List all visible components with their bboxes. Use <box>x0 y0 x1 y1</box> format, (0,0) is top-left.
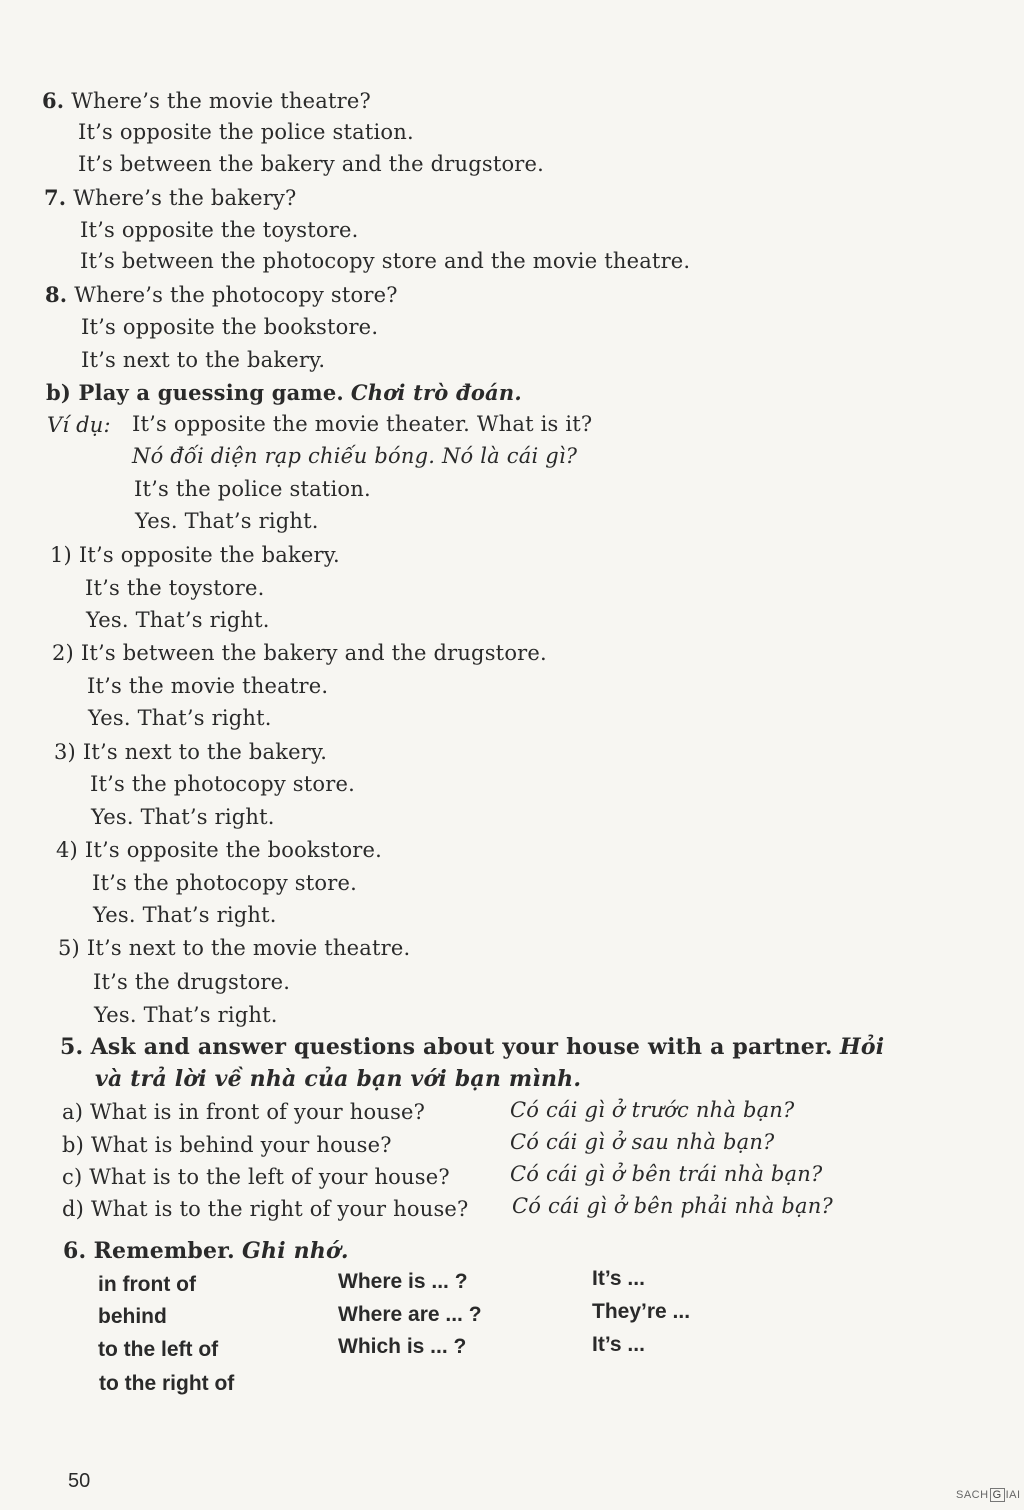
watermark-logo <box>956 1488 1021 1502</box>
guess-item-4 <box>56 837 382 863</box>
guess-item-4-confirm: Yes. That’s right. <box>93 903 277 927</box>
ex5-row-a-vi: Có cái gì ở trước nhà bạn? <box>510 1098 795 1122</box>
exercise-5-heading-vi-2: và trả lời về nhà của bạn với bạn mình. <box>95 1066 582 1092</box>
q6-number: 6. <box>42 88 65 113</box>
example-line-3: It’s the police station. <box>134 477 371 501</box>
guess-item-2-answer: It’s the movie theatre. <box>87 674 329 698</box>
guess-item-5-confirm: Yes. That’s right. <box>94 1003 278 1027</box>
watermark-text-1: SACH <box>956 1489 989 1501</box>
guess-item-5-clue: It’s next to the movie theatre. <box>86 936 411 960</box>
ex5-row-d-en: What is to the right of your house? <box>90 1197 469 1221</box>
remember-col3-item-2: They’re ... <box>592 1300 691 1323</box>
remember-col2-item-3: Which is ... ? <box>338 1335 467 1358</box>
guess-item-5 <box>58 935 410 961</box>
watermark-text-2: IAI <box>1005 1489 1021 1501</box>
exercise-5-heading-en: Ask and answer questions about your house with a partner. <box>90 1034 833 1060</box>
ex5-row-d-vi: Có cái gì ở bên phải nhà bạn? <box>512 1194 833 1218</box>
remember-col1-item-3: to the left of <box>98 1338 219 1361</box>
guessing-game-heading-vi: Chơi trò đoán. <box>350 380 522 405</box>
exercise-5-heading-vi-1: Hỏi <box>839 1034 885 1060</box>
example-line-2: Nó đối diện rạp chiếu bóng. Nó là cái gì? <box>132 444 578 468</box>
q7-number: 7. <box>44 185 67 210</box>
guess-item-1-number: 1) <box>50 543 72 567</box>
guess-item-1 <box>50 542 340 568</box>
guess-item-5-answer: It’s the drugstore. <box>93 970 291 994</box>
ex5-row-b-en: What is behind your house? <box>90 1133 392 1157</box>
exercise-5-heading <box>60 1034 884 1061</box>
guess-item-3-confirm: Yes. That’s right. <box>91 805 275 829</box>
watermark-box-letter: G <box>990 1488 1005 1502</box>
ex5-row-a <box>62 1099 425 1125</box>
guess-item-4-number: 4) <box>56 838 78 862</box>
exercise-6-number: 6. <box>63 1238 87 1264</box>
q6-line <box>42 88 371 114</box>
guess-item-2-confirm: Yes. That’s right. <box>88 706 272 730</box>
ex5-row-a-en: What is in front of your house? <box>90 1100 426 1124</box>
remember-col3-item-3: It’s ... <box>592 1333 645 1356</box>
ex5-row-c-label: c) <box>62 1165 83 1189</box>
q8-answer-2: It’s next to the bakery. <box>81 348 326 372</box>
q8-answer-1: It’s opposite the bookstore. <box>81 315 379 339</box>
remember-col1-item-1: in front of <box>98 1273 196 1296</box>
ex5-row-a-label: a) <box>62 1100 84 1124</box>
exercise-5-number: 5. <box>60 1034 84 1060</box>
remember-col1-item-4: to the right of <box>99 1372 235 1395</box>
guess-item-1-answer: It’s the toystore. <box>85 576 265 600</box>
ex5-row-c-vi: Có cái gì ở bên trái nhà bạn? <box>510 1162 823 1186</box>
guessing-game-heading-en: b) Play a guessing game. <box>46 380 344 405</box>
guess-item-3-answer: It’s the photocopy store. <box>90 772 356 796</box>
example-line-4: Yes. That’s right. <box>135 509 319 533</box>
ex5-row-b <box>62 1132 392 1158</box>
ex5-row-d <box>62 1196 469 1222</box>
guess-item-2 <box>52 640 547 666</box>
remember-col2-item-2: Where are ... ? <box>338 1303 482 1326</box>
guess-item-3-number: 3) <box>54 740 76 764</box>
q8-number: 8. <box>45 282 68 307</box>
guess-item-1-clue: It’s opposite the bakery. <box>78 543 340 567</box>
q7-answer-2: It’s between the photocopy store and the movie theatre. <box>80 249 691 273</box>
exercise-6-heading <box>63 1238 349 1265</box>
guessing-game-heading <box>46 380 522 406</box>
guess-item-4-clue: It’s opposite the bookstore. <box>84 838 383 862</box>
example-line-1: It’s opposite the movie theater. What is it? <box>132 412 593 436</box>
q8-line <box>45 282 398 308</box>
ex5-row-d-label: d) <box>62 1197 85 1221</box>
remember-col2-item-1: Where is ... ? <box>338 1270 468 1293</box>
page-number: 50 <box>68 1470 91 1492</box>
q6-answer-1: It’s opposite the police station. <box>78 120 414 144</box>
guess-item-2-clue: It’s between the bakery and the drugstore. <box>80 641 547 665</box>
remember-col1-item-2: behind <box>98 1305 167 1328</box>
q7-answer-1: It’s opposite the toystore. <box>80 218 359 242</box>
q6-question: Where’s the movie theatre? <box>71 89 371 113</box>
guess-item-3-clue: It’s next to the bakery. <box>82 740 328 764</box>
ex5-row-b-label: b) <box>62 1133 85 1157</box>
q6-answer-2: It’s between the bakery and the drugstore. <box>78 152 545 176</box>
q7-question: Where’s the bakery? <box>73 186 297 210</box>
guess-item-4-answer: It’s the photocopy store. <box>92 871 358 895</box>
ex5-row-b-vi: Có cái gì ở sau nhà bạn? <box>510 1130 775 1154</box>
ex5-row-c-en: What is to the left of your house? <box>89 1165 450 1189</box>
guess-item-3 <box>54 739 327 765</box>
exercise-6-heading-en: Remember. <box>93 1238 235 1264</box>
q8-question: Where’s the photocopy store? <box>74 283 398 307</box>
remember-col3-item-1: It’s ... <box>592 1267 645 1290</box>
example-label: Ví dụ: <box>47 413 111 437</box>
q7-line <box>44 185 297 211</box>
ex5-row-c <box>62 1164 450 1190</box>
guess-item-5-number: 5) <box>58 936 80 960</box>
exercise-6-heading-vi: Ghi nhớ. <box>242 1238 349 1264</box>
guess-item-1-confirm: Yes. That’s right. <box>86 608 270 632</box>
guess-item-2-number: 2) <box>52 641 74 665</box>
